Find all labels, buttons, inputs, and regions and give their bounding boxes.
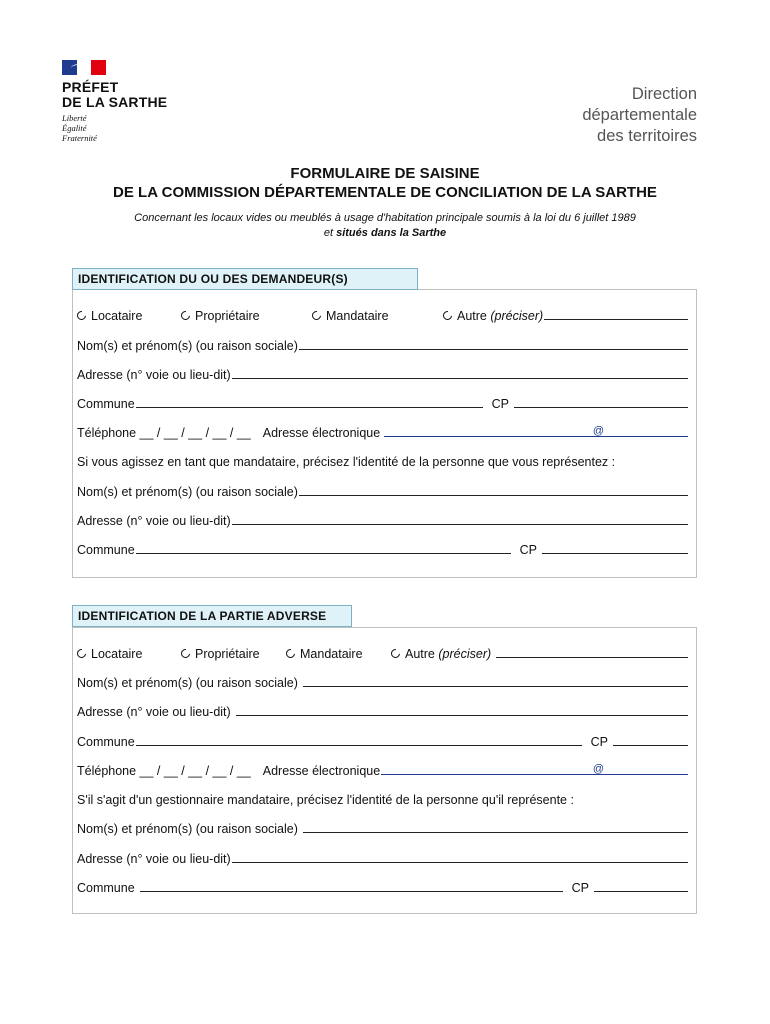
adverse-name-field[interactable] [303, 675, 688, 687]
represented-city-row: Commune CP [77, 542, 689, 558]
radio-circle-icon [310, 309, 323, 322]
adverse-phone-field[interactable]: Téléphone __ / __ / __ / __ / __ [77, 764, 251, 778]
represented-name-field[interactable] [299, 484, 688, 496]
marianne-flag-icon [62, 60, 106, 75]
applicant-phone-field[interactable]: Téléphone __ / __ / __ / __ / __ [77, 426, 251, 440]
applicant-role-options [77, 308, 689, 324]
adverse-name-row: Nom(s) et prénom(s) (ou raison sociale) [77, 675, 689, 691]
at-sign: @ [592, 425, 604, 437]
adverse-option-mandataire[interactable]: Mandataire [286, 646, 391, 662]
represented-city-field[interactable] [136, 542, 511, 554]
radio-circle-icon [441, 309, 454, 322]
radio-circle-icon [75, 309, 88, 322]
applicant-city-field[interactable] [136, 396, 483, 408]
adverse-contact-row: Téléphone __ / __ / __ / __ / __ Adresse électronique @ [77, 763, 689, 779]
applicant-address-field[interactable] [232, 367, 688, 379]
represented-cp-field[interactable] [542, 542, 688, 554]
republic-motto: Liberté Égalité Fraternité [62, 113, 97, 143]
applicant-option-autre[interactable]: Autre (préciser) [443, 308, 543, 324]
prefecture-logo [62, 60, 202, 143]
radio-circle-icon [75, 647, 88, 660]
department-name: Direction départementale des territoires [582, 85, 697, 145]
prefecture-name: PRÉFET DE LA SARTHE [62, 79, 168, 110]
at-sign: @ [592, 763, 604, 775]
applicant-section-heading: IDENTIFICATION DU OU DES DEMANDEUR(S) [72, 268, 418, 290]
radio-circle-icon [179, 309, 192, 322]
adverse-city-field[interactable] [136, 734, 582, 746]
represented-address-field[interactable] [232, 513, 688, 525]
adverse-manager-text: S'il s'agit d'un gestionnaire mandataire, précisez l'identité de la personne qu'il représente : [77, 793, 574, 807]
adverse-represented-address-row: Adresse (n° voie ou lieu-dit) [77, 851, 689, 867]
adverse-address-row: Adresse (n° voie ou lieu-dit) [77, 704, 689, 720]
adverse-cp-field[interactable] [613, 734, 688, 746]
adverse-represented-address-field[interactable] [232, 851, 688, 863]
adverse-other-field[interactable] [496, 646, 688, 658]
radio-circle-icon [179, 647, 192, 660]
adverse-option-locataire[interactable]: Locataire [77, 646, 181, 662]
adverse-role-options [77, 646, 689, 662]
adverse-represented-city-field[interactable] [140, 880, 563, 892]
applicant-mandate-text: Si vous agissez en tant que mandataire, précisez l'identité de la personne que vous représentez : [77, 455, 616, 469]
applicant-option-locataire[interactable]: Locataire [77, 308, 181, 324]
adverse-represented-city-row: Commune CP [77, 880, 689, 896]
applicant-cp-field[interactable] [514, 396, 688, 408]
applicant-address-row: Adresse (n° voie ou lieu-dit) [77, 367, 689, 383]
adverse-address-field[interactable] [236, 704, 688, 716]
adverse-represented-name-row: Nom(s) et prénom(s) (ou raison sociale) [77, 821, 689, 837]
applicant-name-row: Nom(s) et prénom(s) (ou raison sociale) [77, 338, 689, 354]
applicant-other-field[interactable] [544, 308, 688, 320]
adverse-option-proprietaire[interactable]: Propriétaire [181, 646, 286, 662]
radio-circle-icon [389, 647, 402, 660]
applicant-option-proprietaire[interactable]: Propriétaire [181, 308, 312, 324]
applicant-name-field[interactable] [299, 338, 688, 350]
adverse-represented-cp-field[interactable] [594, 880, 688, 892]
represented-name-row: Nom(s) et prénom(s) (ou raison sociale) [77, 484, 689, 500]
applicant-city-row: Commune CP [77, 396, 689, 412]
applicant-email-field[interactable] [384, 425, 688, 437]
applicant-option-mandataire[interactable]: Mandataire [312, 308, 443, 324]
form-title: FORMULAIRE DE SAISINE DE LA COMMISSION DÉPARTEMENTALE DE CONCILIATION DE LA SARTHE [113, 165, 657, 201]
adverse-represented-name-field[interactable] [303, 821, 688, 833]
applicant-contact-row: Téléphone __ / __ / __ / __ / __ Adresse électronique @ [77, 425, 689, 441]
adverse-city-row: Commune CP [77, 734, 689, 750]
adverse-option-autre[interactable]: Autre (préciser) [391, 646, 491, 662]
radio-circle-icon [284, 647, 297, 660]
represented-address-row: Adresse (n° voie ou lieu-dit) [77, 513, 689, 529]
adverse-email-field[interactable] [381, 763, 688, 775]
adverse-party-section-heading: IDENTIFICATION DE LA PARTIE ADVERSE [72, 605, 352, 627]
form-subtitle: Concernant les locaux vides ou meublés à usage d'habitation principale soumis à la loi du 6 juillet 1989 et situés dans la Sarthe [134, 212, 636, 239]
